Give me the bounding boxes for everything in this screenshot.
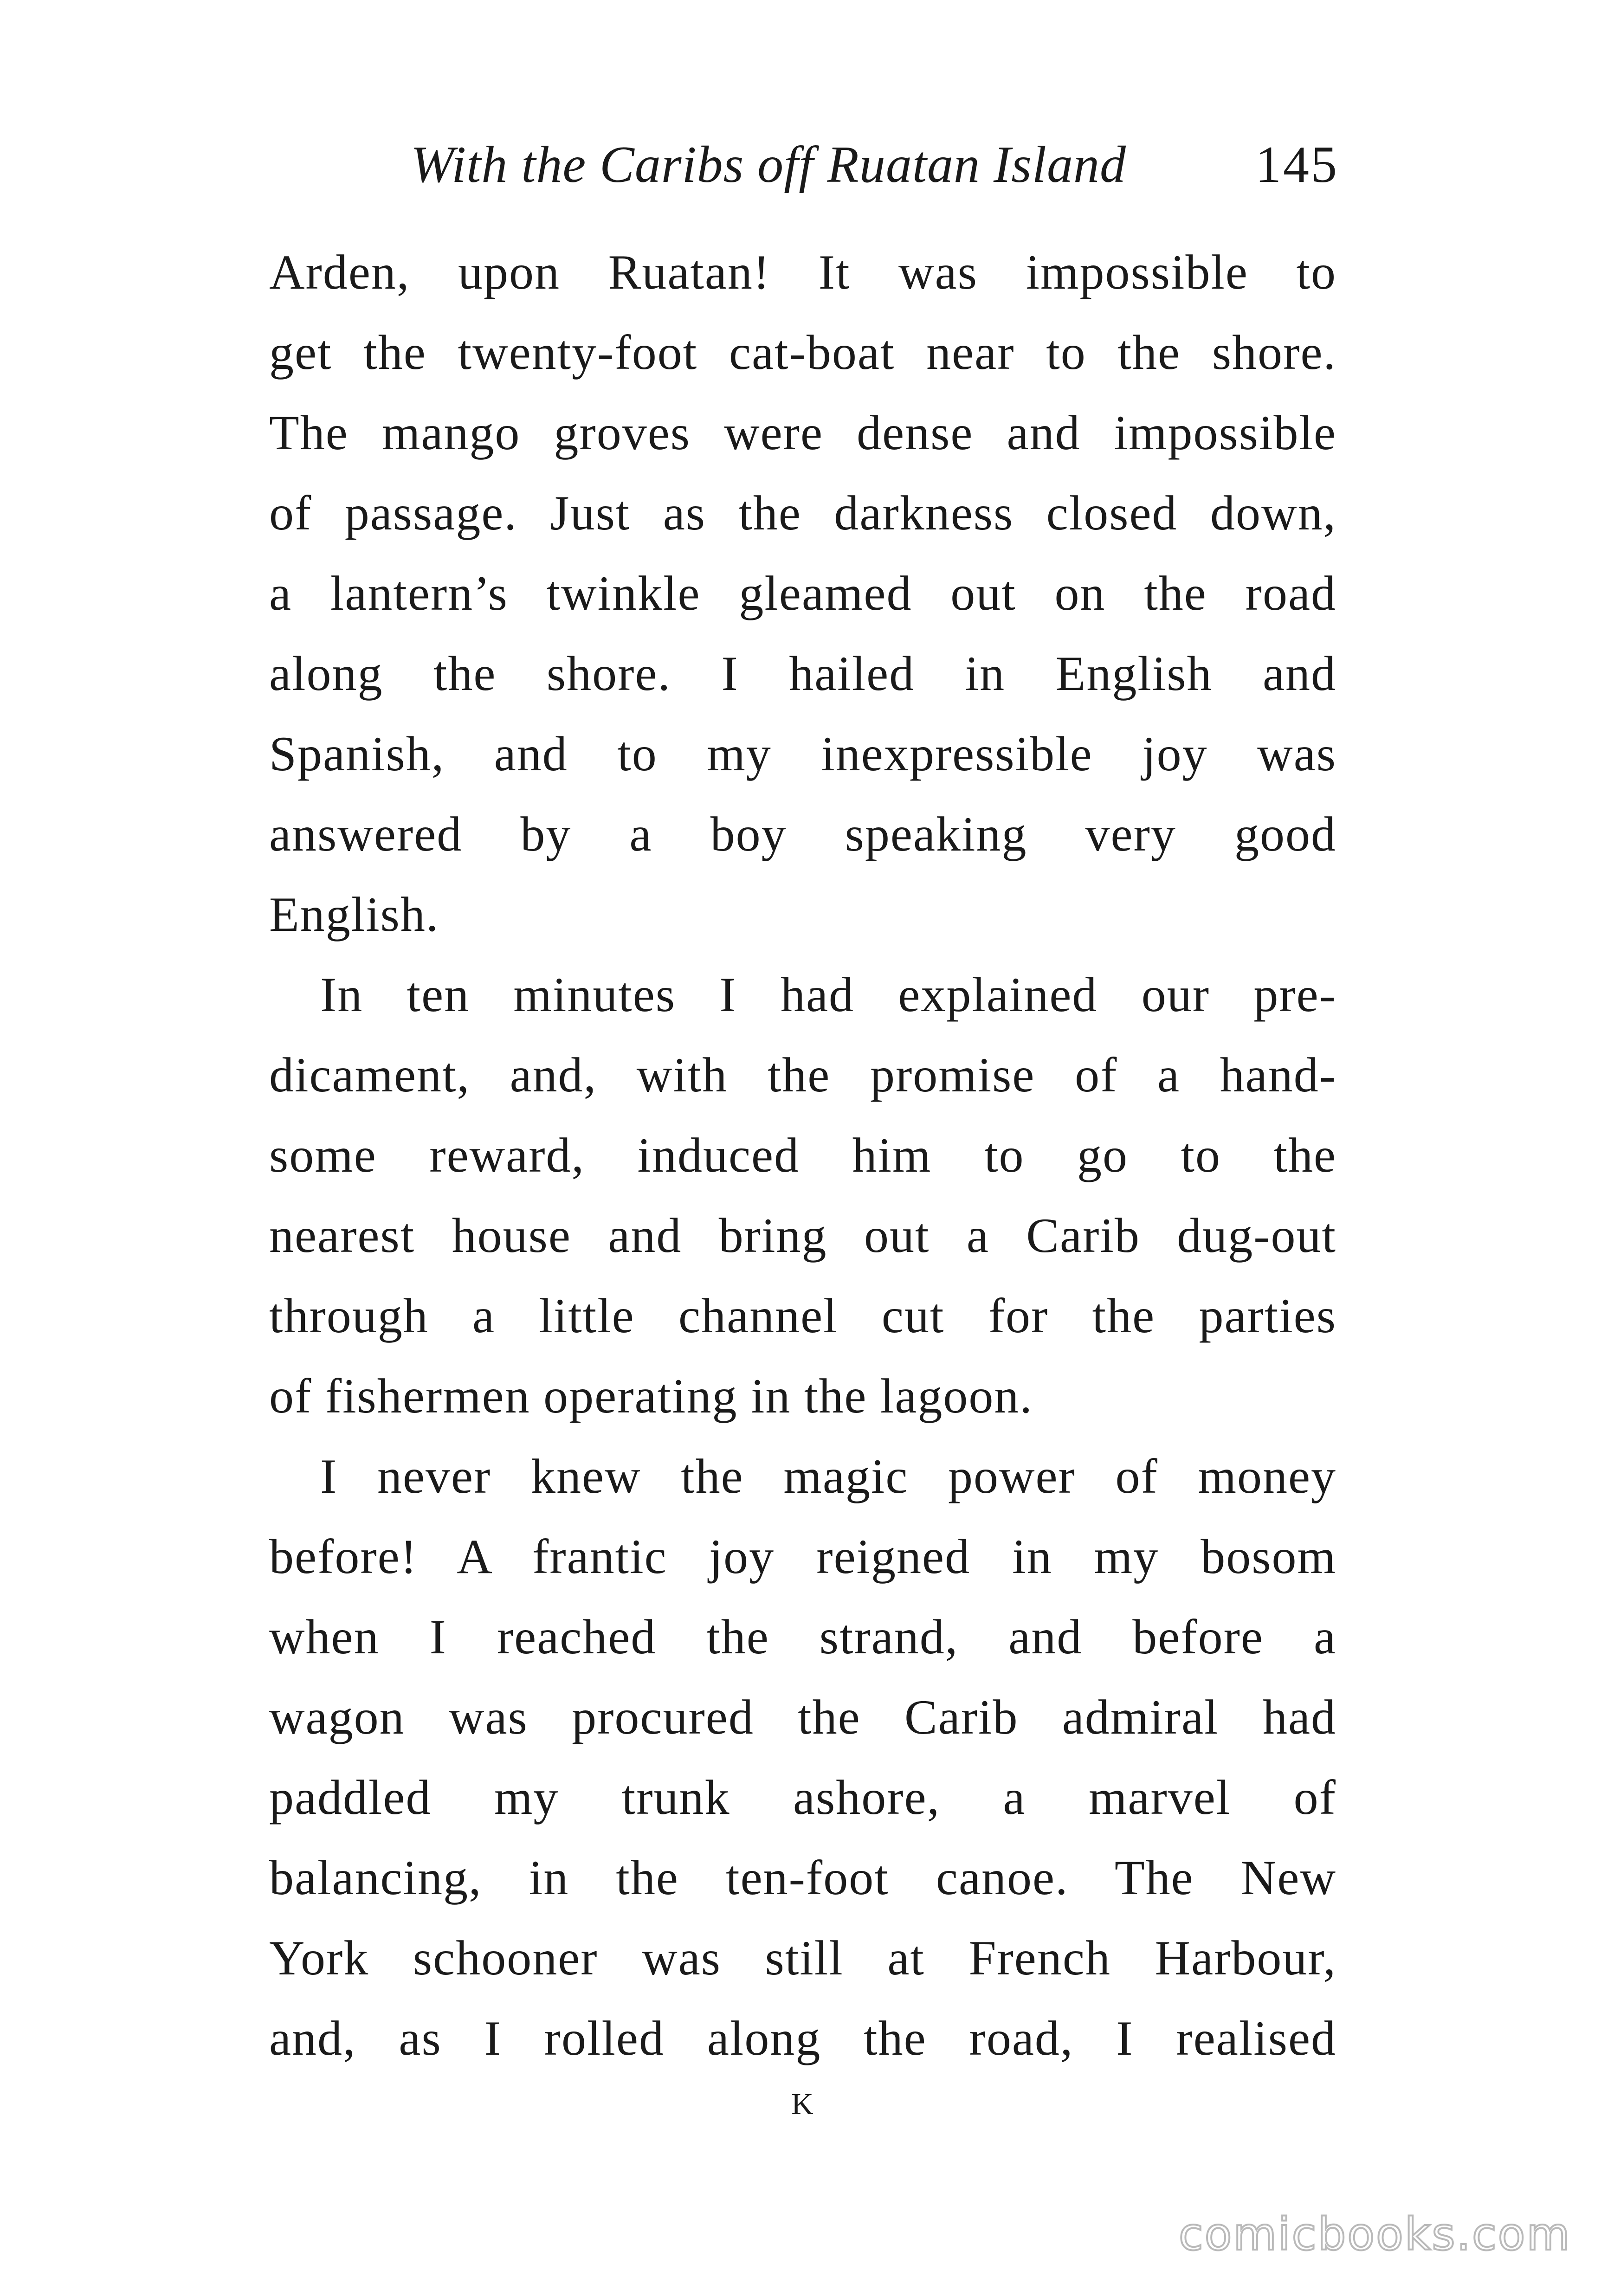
text-line: some reward, induced him to go to the bbox=[269, 1128, 1336, 1182]
text-line: before! A frantic joy reigned in my bosom bbox=[269, 1529, 1336, 1584]
text-line: of fishermen operating in the lagoon. bbox=[269, 1369, 1033, 1423]
text-line: wagon was procured the Carib admiral had bbox=[269, 1690, 1336, 1744]
text-line: paddled my trunk ashore, a marvel of bbox=[269, 1770, 1336, 1825]
text-line: answered by a boy speaking very good bbox=[269, 807, 1336, 861]
text-line: English. bbox=[269, 887, 439, 942]
text-line: and, as I rolled along the road, I realised bbox=[269, 2011, 1336, 2065]
site-watermark: comicbooks.com bbox=[1179, 2208, 1572, 2260]
text-line: dicament, and, with the promise of a hand- bbox=[269, 1048, 1336, 1102]
text-line: along the shore. I hailed in English and bbox=[269, 646, 1336, 701]
text-line: York schooner was still at French Harbour, bbox=[269, 1931, 1336, 1985]
text-line: of passage. Just as the darkness closed down, bbox=[269, 486, 1336, 540]
text-line: Arden, upon Ruatan! It was impossible to bbox=[269, 245, 1336, 299]
body-text bbox=[269, 232, 1336, 2078]
running-head bbox=[411, 132, 1339, 197]
text-line: get the twenty-foot cat-boat near to the shore. bbox=[269, 325, 1336, 380]
text-line: nearest house and bring out a Carib dug-out bbox=[269, 1208, 1336, 1263]
page-number: 145 bbox=[1255, 136, 1339, 193]
signature-mark: K bbox=[791, 2087, 814, 2121]
text-line: a lantern’s twinkle gleamed out on the road bbox=[269, 566, 1336, 620]
text-line: Spanish, and to my inexpressible joy was bbox=[269, 727, 1336, 781]
text-line: The mango groves were dense and impossible bbox=[269, 406, 1336, 460]
text-line: through a little channel cut for the parties bbox=[269, 1289, 1336, 1343]
text-line: balancing, in the ten-foot canoe. The New bbox=[269, 1851, 1336, 1905]
paragraph-first-line: I never knew the magic power of money bbox=[320, 1449, 1336, 1503]
paragraph-first-line: In ten minutes I had explained our pre- bbox=[320, 967, 1336, 1022]
text-line: when I reached the strand, and before a bbox=[269, 1610, 1336, 1664]
running-title: With the Caribs off Ruatan Island bbox=[411, 136, 1126, 193]
